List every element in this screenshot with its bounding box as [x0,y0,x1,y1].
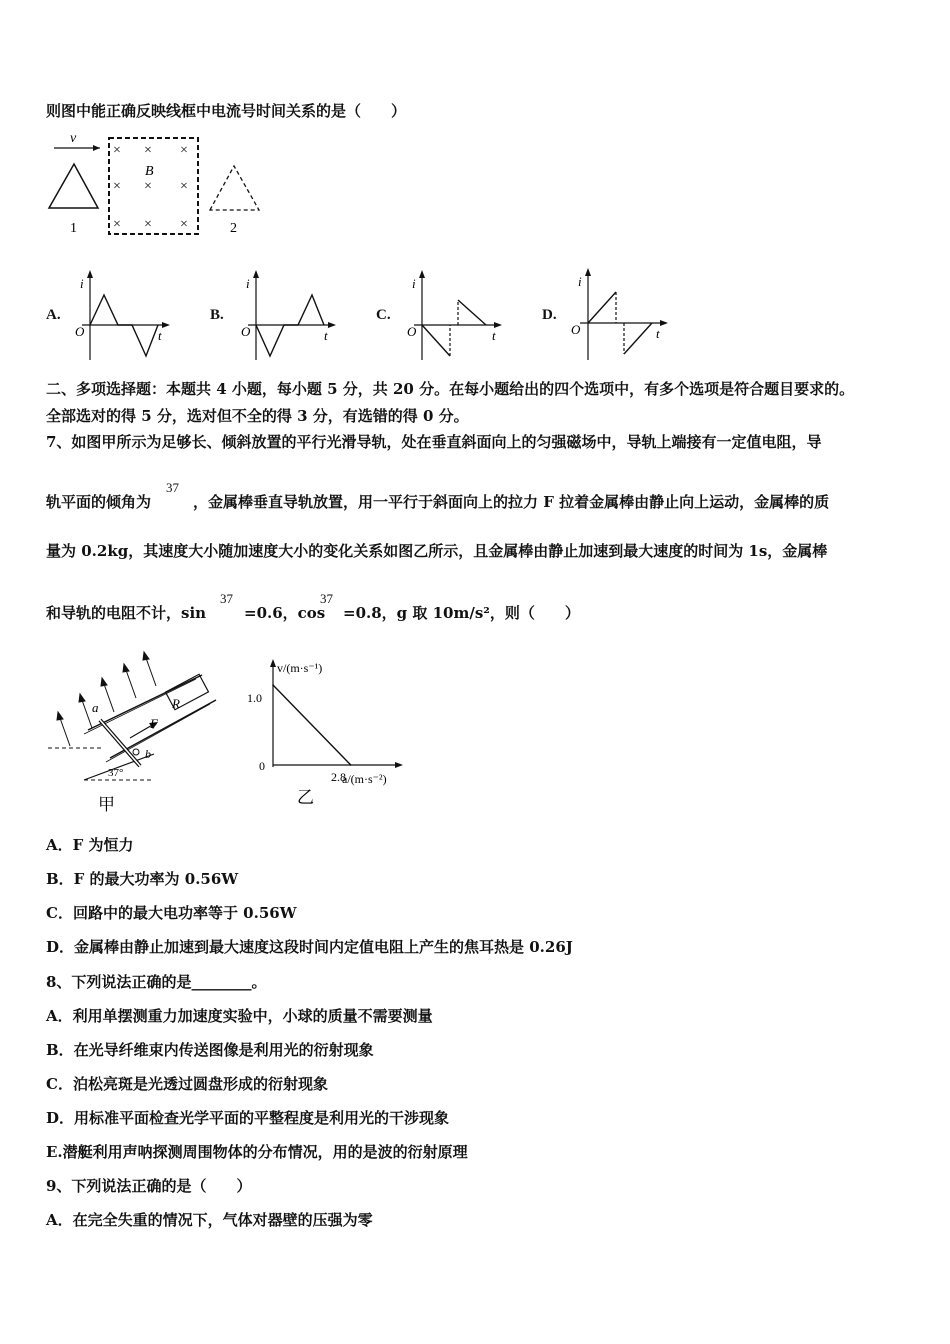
q9-option-a[interactable]: A．在完全失重的情况下，气体对器壁的压强为零 [46,1211,373,1229]
svg-text:i: i [412,276,416,291]
q6-option-c-graph [402,270,507,365]
svg-text:×: × [180,179,188,194]
q6-option-c-letter[interactable]: C. [376,307,391,323]
q8-option-a[interactable]: A．利用单摆测重力加速度实验中，小球的质量不需要测量 [46,1007,433,1025]
q8-option-c[interactable]: C．泊松亮斑是光透过圆盘形成的衍射现象 [46,1075,328,1093]
svg-text:t: t [656,326,660,341]
svg-text:i: i [246,276,250,291]
triangle-frame-1 [49,164,98,208]
svg-text:B: B [145,164,154,179]
svg-text:×: × [144,217,152,232]
svg-text:1: 1 [70,221,77,236]
svg-text:t: t [324,328,328,343]
q7-stem-line4a: 和导轨的电阻不计，sin [46,604,207,622]
q6-stem: 则图中能正确反映线框中电流号时间关系的是（ ） [46,102,407,120]
q6-option-b-letter[interactable]: B. [210,307,224,323]
q6-option-d-graph [568,268,673,363]
svg-text:×: × [144,143,152,158]
yi-data-point [272,684,274,686]
yi-xtick: 2.8 [331,770,346,784]
q8-option-d[interactable]: D．用标准平面检查光学平面的平整程度是利用光的干涉现象 [46,1109,450,1127]
velocity-label: v [70,131,77,146]
q9-stem: 9、下列说法正确的是（ ） [46,1177,252,1195]
q8-option-b[interactable]: B．在光导纤维束内传送图像是利用光的衍射现象 [46,1041,374,1059]
svg-text:O: O [407,324,417,339]
figure-yi-caption: 乙 [297,788,314,807]
yi-x-arrow [395,762,403,768]
yi-ylabel: v/(m·s⁻¹) [277,661,323,675]
svg-text:R: R [172,696,180,711]
svg-text:2: 2 [230,221,237,236]
q7-stem-line4c: =0.8，g 取 10m/s²，则（ ） [343,604,580,622]
q7-option-a[interactable]: A．F 为恒力 [46,836,134,854]
triangle-frame-2 [210,166,259,210]
svg-text:i: i [80,276,84,291]
q7-stem-line3: 量为 0.2kg，其速度大小随加速度大小的变化关系如图乙所示，且金属棒由静止加速到最大速度的时间为 1s，金属棒 [46,542,828,560]
svg-text:b: b [145,747,151,761]
svg-text:×: × [113,179,121,194]
q8-option-e[interactable]: E.潜艇利用声呐探测周围物体的分布情况，用的是波的衍射原理 [46,1143,468,1161]
q7-option-c[interactable]: C．回路中的最大电功率等于 0.56W [46,904,297,922]
figure-jia-caption: 甲 [98,795,115,814]
q7-stem-line2a: 轨平面的倾角为 [46,493,152,511]
svg-text:i: i [578,274,582,289]
q7-cos-angle: 37 [320,591,333,606]
section2-heading-line2: 全部选对的得 5 分，选对但不全的得 3 分，有选错的得 0 分。 [46,407,469,425]
svg-text:×: × [113,143,121,158]
svg-text:×: × [113,217,121,232]
q7-sin-angle: 37 [220,591,233,606]
q6-option-a-graph [70,270,175,365]
q6-option-a-letter[interactable]: A. [46,307,61,323]
svg-text:O: O [241,324,251,339]
yi-series-line [273,685,351,765]
yi-origin: 0 [259,759,265,773]
q7-stem-line1: 7、如图甲所示为足够长、倾斜放置的平行光滑导轨，处在垂直斜面向上的匀强磁场中，导轨上端接有一定值电阻，导 [46,433,822,451]
q7-option-b[interactable]: B．F 的最大功率为 0.56W [46,870,239,888]
q7-figure-yi [245,655,445,810]
q6-figure [40,130,280,240]
svg-text:×: × [180,143,188,158]
section2-heading-line1: 二、多项选择题：本题共 4 小题，每小题 5 分，共 20 分。在每小题给出的四个选项中，有多个选项是符合题目要求的。 [46,380,855,398]
yi-xlabel: a/(m·s⁻²) [342,772,387,786]
yi-y-arrow [270,659,276,667]
q7-stem-line4b: =0.6，cos [244,604,326,622]
q7-figure-jia [44,650,234,815]
svg-text:×: × [180,217,188,232]
q7-option-d[interactable]: D．金属棒由静止加速到最大速度这段时间内定值电阻上产生的焦耳热是 0.26J [46,938,573,956]
svg-text:O: O [571,322,581,337]
q7-angle-37: 37 [166,480,179,495]
svg-text:t: t [158,328,162,343]
q7-stem-line2b: ，金属棒垂直导轨放置，用一平行于斜面向上的拉力 F 拉着金属棒由静止向上运动，金属棒的质 [193,493,830,511]
svg-text:F: F [150,716,158,731]
svg-text:O: O [75,324,85,339]
svg-text:×: × [144,179,152,194]
yi-ytick: 1.0 [247,691,262,705]
q8-stem: 8、下列说法正确的是________。 [46,973,267,991]
yi-data-point [350,764,352,766]
q6-option-d-letter[interactable]: D. [542,307,557,323]
q6-option-b-graph [236,270,341,365]
svg-text:37°: 37° [108,767,124,779]
svg-text:a: a [92,700,99,715]
svg-text:t: t [492,328,496,343]
